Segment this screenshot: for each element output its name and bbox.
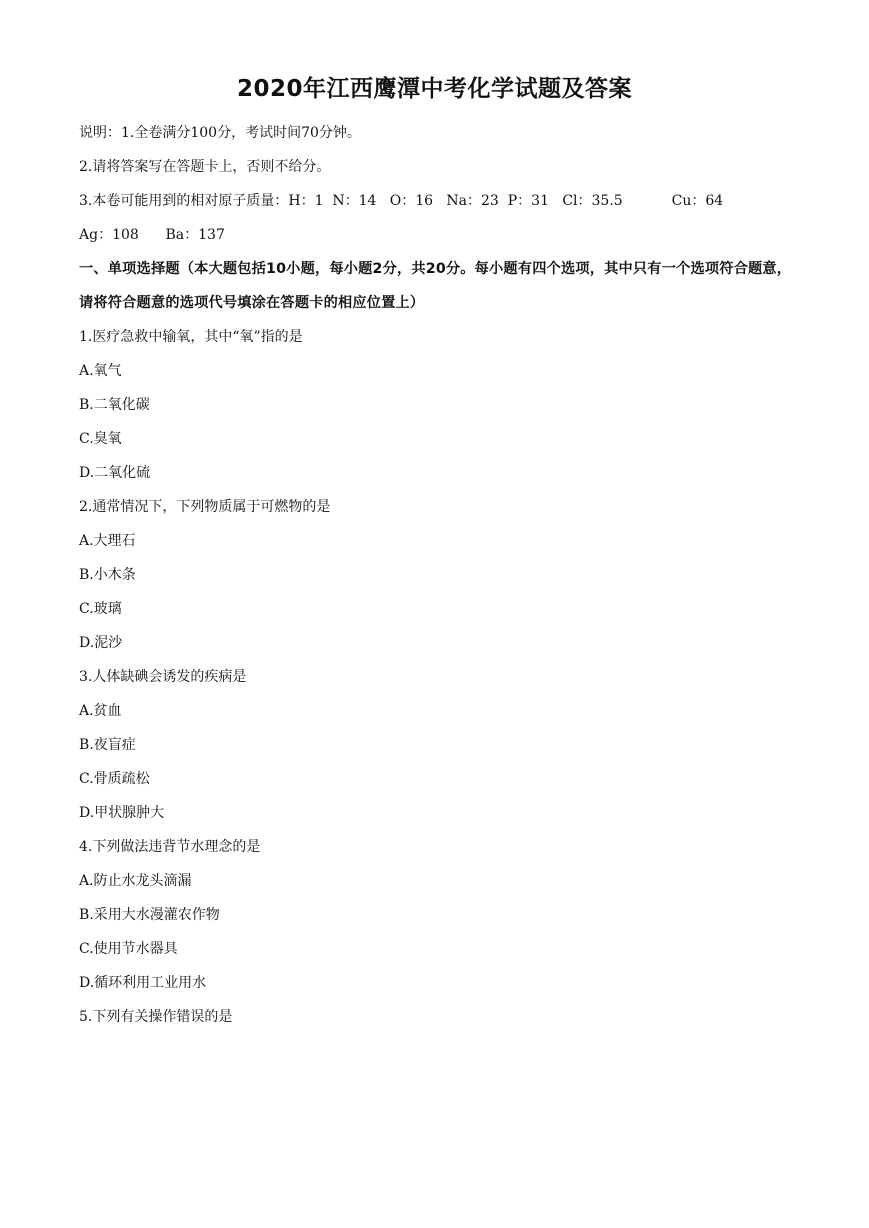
question-1-option-c: C.臭氧 [79, 431, 122, 447]
question-5-stem: 5.下列有关操作错误的是 [79, 1009, 233, 1025]
question-1-option-a: A.氧气 [79, 363, 122, 379]
document-body [79, 116, 799, 1034]
question-4-option-d: D.循环利用工业用水 [79, 975, 207, 991]
question-4-stem: 4.下列做法违背节水理念的是 [79, 839, 261, 855]
question-1-option-d: D.二氧化硫 [79, 465, 151, 481]
question-2-stem: 2.通常情况下，下列物质属于可燃物的是 [79, 499, 331, 515]
question-2-option-d: D.泥沙 [79, 635, 123, 651]
note-line-1: 说明：1.全卷满分100分，考试时间70分钟。 [79, 125, 361, 141]
question-3-option-c: C.骨质疏松 [79, 771, 150, 787]
question-2-option-c: C.玻璃 [79, 601, 122, 617]
question-2-option-b: B.小木条 [79, 567, 136, 583]
question-4-option-a: A.防止水龙头滴漏 [79, 873, 192, 889]
question-4-option-b: B.采用大水漫灌农作物 [79, 907, 220, 923]
document-title: 2020年江西鹰潭中考化学试题及答案 [236, 76, 632, 102]
note-line-3: 3.本卷可能用到的相对原子质量：H：1 N：14 O：16 Na：23 P：31 Cl：35.5 Cu：64 [79, 193, 724, 209]
question-4-option-c: C.使用节水器具 [79, 941, 178, 957]
section-heading: 一、单项选择题（本大题包括10小题，每小题2分，共20分。每小题有四个选项，其中只有一个选项符合题意，请将符合题意的选项代号填涂在答题卡的相应位置上） [79, 261, 792, 311]
note-line-4: Ag：108 Ba：137 [79, 227, 225, 243]
question-3-option-a: A.贫血 [79, 703, 122, 719]
question-3-option-d: D.甲状腺肿大 [79, 805, 165, 821]
question-1-option-b: B.二氧化碳 [79, 397, 150, 413]
question-3-stem: 3.人体缺碘会诱发的疾病是 [79, 669, 247, 685]
note-line-2: 2.请将答案写在答题卡上，否则不给分。 [79, 159, 331, 175]
question-1-stem: 1.医疗急救中输氧，其中“氧”指的是 [79, 329, 303, 345]
question-3-option-b: B.夜盲症 [79, 737, 136, 753]
question-2-option-a: A.大理石 [79, 533, 136, 549]
